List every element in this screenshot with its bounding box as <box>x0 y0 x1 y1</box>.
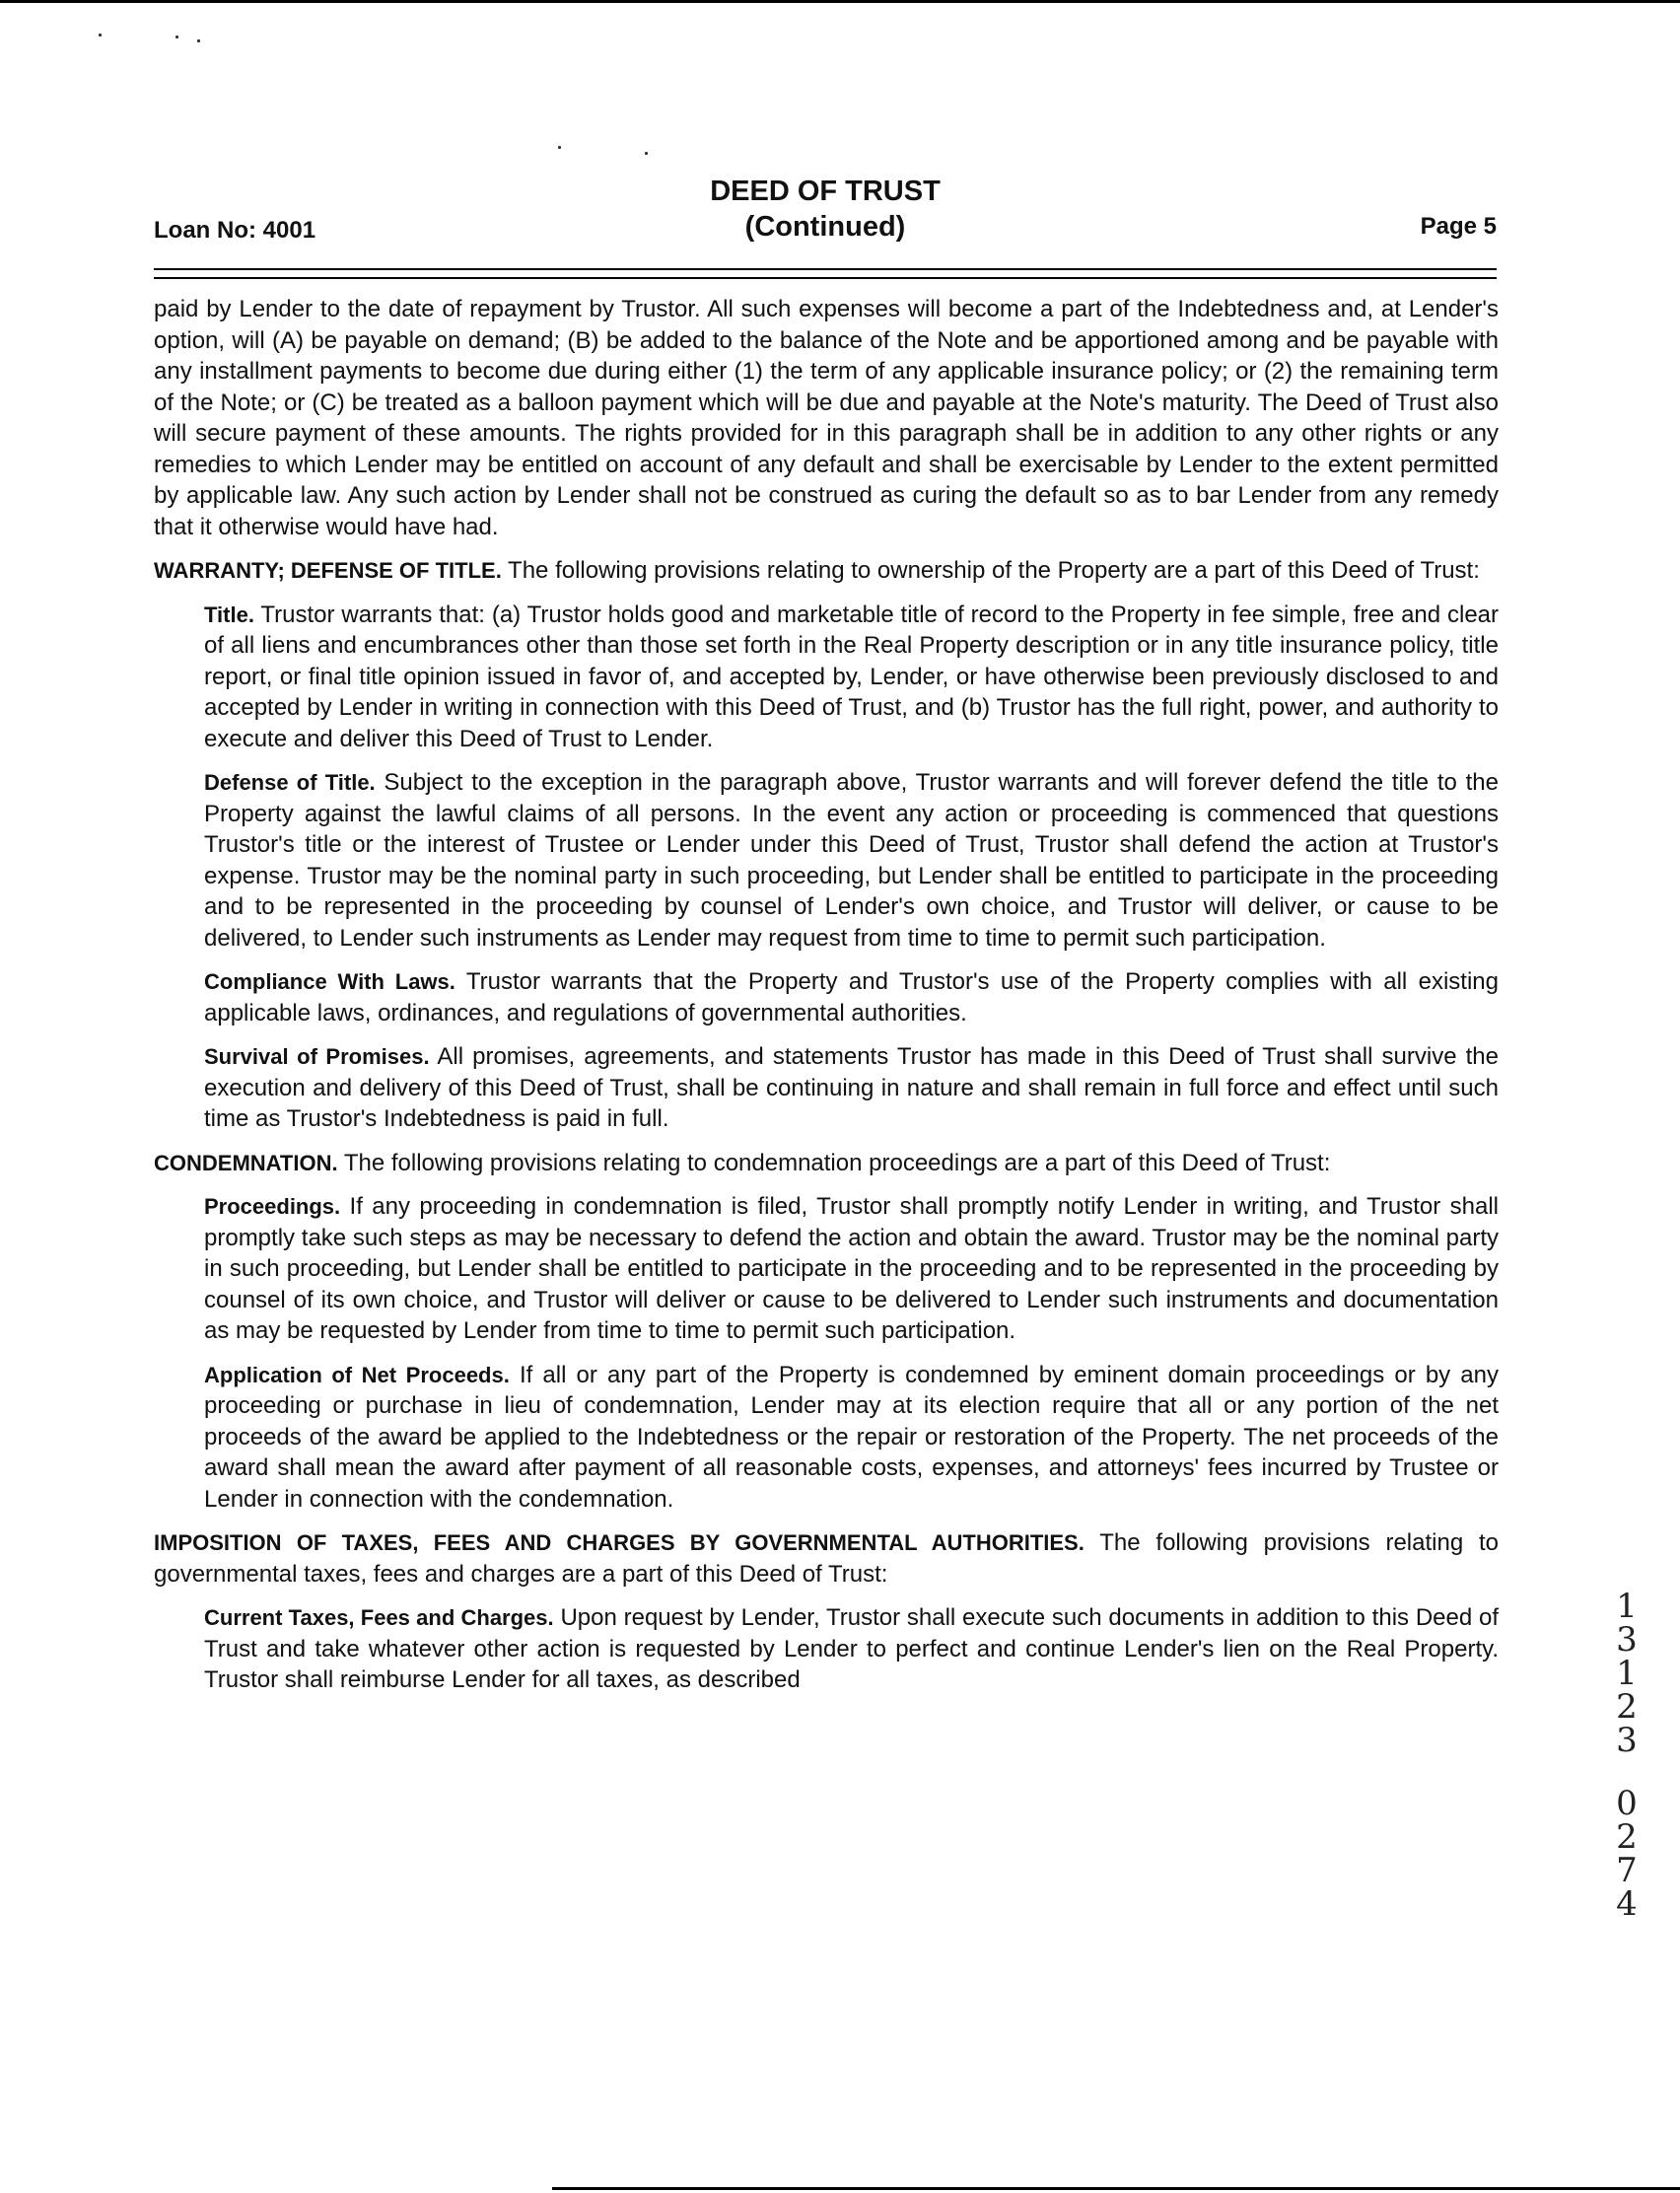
condemnation-heading: CONDEMNATION. <box>154 1150 338 1175</box>
compliance-heading: Compliance With Laws. <box>204 969 455 994</box>
current-taxes-text: Upon request by Lender, Trustor shall execute such documents in addition to this Deed of Trust and take whatever other action is requested by Lender to perfect and continue Lender's lien on the Real Property. Trustor shall reimburse Lender for all taxes, as described <box>204 1604 1499 1693</box>
defense-clause <box>204 767 1499 954</box>
document-body <box>154 294 1499 1709</box>
warranty-section <box>154 555 1499 587</box>
stamp-gap <box>1605 1757 1648 1787</box>
document-title-block <box>154 174 1497 245</box>
stamp-digit: 3 <box>1616 1721 1638 1760</box>
stamp-digit: 1 <box>1616 1654 1638 1693</box>
scan-speck <box>197 39 200 42</box>
title-clause <box>204 600 1499 755</box>
continued-paragraph: paid by Lender to the date of repayment by Trustor. All such expenses will become a part of the Indebtedness and, at Lender's option, will (A) be payable on demand; (B) be added to the balance of the Note and be apportioned among and be payable with any installment payments to become due during either (1) the term of any applicable insurance policy; or (2) the remaining term of the Note; or (C) be treated as a balloon payment which will be due and payable at the Note's maturity. The Deed of Trust also will secure payment of these amounts. The rights provided for in this paragraph shall be in addition to any other rights or any remedies to which Lender may be entitled on account of any default and shall be exercisable by Lender to the extent permitted by applicable law. Any such action by Lender shall not be construed as curing the default so as to bar Lender from any remedy that it otherwise would have had. <box>154 296 1499 540</box>
title-heading: Title. <box>204 601 254 627</box>
document-subtitle: (Continued) <box>744 211 906 243</box>
document-header <box>154 174 1497 252</box>
survival-heading: Survival of Promises. <box>204 1044 430 1069</box>
warranty-heading: WARRANTY; DEFENSE OF TITLE. <box>154 558 502 583</box>
net-proceeds-clause <box>204 1360 1499 1516</box>
stamp-digit: 3 <box>1616 1620 1638 1660</box>
scan-speck <box>558 146 561 149</box>
warranty-text: The following provisions relating to ownership of the Property are a part of this Deed of Trust: <box>508 557 1480 584</box>
stamp-digit: 1 <box>1616 1587 1638 1626</box>
current-taxes-heading: Current Taxes, Fees and Charges. <box>204 1605 554 1630</box>
recording-stamp <box>1605 1587 1648 1924</box>
defense-heading: Defense of Title. <box>204 770 376 795</box>
stamp-digit: 7 <box>1616 1851 1638 1890</box>
scan-speck <box>645 152 648 155</box>
condemnation-text: The following provisions relating to condemnation proceedings are a part of this Deed of Trust: <box>343 1149 1331 1176</box>
proceedings-heading: Proceedings. <box>204 1194 341 1219</box>
header-rule-bottom <box>154 277 1497 279</box>
document-title: DEED OF TRUST <box>710 176 941 207</box>
taxes-section <box>154 1527 1499 1590</box>
proceedings-text: If any proceeding in condemnation is filed, Trustor shall promptly notify Lender in writing, and Trustor shall promptly take such steps as may be necessary to defend the action and obtain the award. Trustor may be the nominal party in such proceeding, but Lender shall be entitled to participate in the proceeding and to be represented in the proceeding by counsel of its own choice, and Trustor will deliver or cause to be delivered to Lender such instruments and documentation as may be requested by Lender from time to time to permit such participation. <box>204 1193 1499 1344</box>
compliance-clause <box>204 966 1499 1028</box>
scan-edge-top <box>0 0 1680 3</box>
survival-text: All promises, agreements, and statements Trustor has made in this Deed of Trust shall survive the execution and delivery of this Deed of Trust, shall be continuing in nature and shall remain in full force and effect until such time as Trustor's Indebtedness is paid in full. <box>204 1043 1500 1132</box>
stamp-digit: 0 <box>1616 1784 1638 1823</box>
stamp-digit: 2 <box>1616 1817 1638 1857</box>
compliance-text: Trustor warrants that the Property and Trustor's use of the Property complies with all existing applicable laws, ordinances, and regulations of governmental authorities. <box>204 968 1499 1026</box>
taxes-text: The following provisions relating to governmental taxes, fees and charges are a part of this Deed of Trust: <box>154 1529 1499 1588</box>
scan-edge-bottom <box>552 2187 1680 2190</box>
header-rule-top <box>154 268 1497 270</box>
stamp-digit: 2 <box>1616 1687 1638 1727</box>
current-taxes-clause <box>204 1602 1499 1696</box>
title-text: Trustor warrants that: (a) Trustor holds good and marketable title of record to the Property in fee simple, free and clear of all liens and encumbrances other than those set forth in the Real Property description or in any title insurance policy, title report, or final title opinion issued in favor of, and accepted by, Lender, or have otherwise been previously disclosed to and accepted by Lender in writing in connection with this Deed of Trust, and (b) Trustor has the full right, power, and authority to execute and deliver this Deed of Trust to Lender. <box>204 601 1500 752</box>
scan-speck <box>175 35 178 38</box>
stamp-digit: 4 <box>1616 1884 1638 1924</box>
taxes-heading: IMPOSITION OF TAXES, FEES AND CHARGES BY GOVERNMENTAL AUTHORITIES. <box>154 1530 1085 1555</box>
net-proceeds-heading: Application of Net Proceeds. <box>204 1362 510 1387</box>
net-proceeds-text: If all or any part of the Property is condemned by eminent domain proceedings or by any proceeding or purchase in lieu of condemnation, Lender may at its election require that all or any portion of the net proceeds of the award be applied to the Indebtedness or the repair or restoration of the Property. The net proceeds of the award shall mean the award after payment of all reasonable costs, expenses, and attorneys' fees incurred by Trustee or Lender in connection with the condemnation. <box>204 1361 1499 1513</box>
page-number: Page 5 <box>1420 213 1497 240</box>
scan-speck <box>99 34 102 36</box>
condemnation-section <box>154 1148 1499 1179</box>
proceedings-clause <box>204 1191 1499 1347</box>
defense-text: Subject to the exception in the paragraph above, Trustor warrants and will forever defend the title to the Property against the lawful claims of all persons. In the event any action or proceeding is commenced that questions Trustor's title or the interest of Trustee or Lender under this Deed of Trust, Trustor shall defend the action at Trustor's expense. Trustor may be the nominal party in such proceeding, but Lender shall be entitled to participate in the proceeding and to be represented in the proceeding by counsel of Lender's own choice, and Trustor will deliver, or cause to be delivered, to Lender such instruments as Lender may request from time to time to permit such participation. <box>204 769 1499 952</box>
survival-clause <box>204 1041 1499 1135</box>
loan-number: Loan No: 4001 <box>154 217 316 244</box>
